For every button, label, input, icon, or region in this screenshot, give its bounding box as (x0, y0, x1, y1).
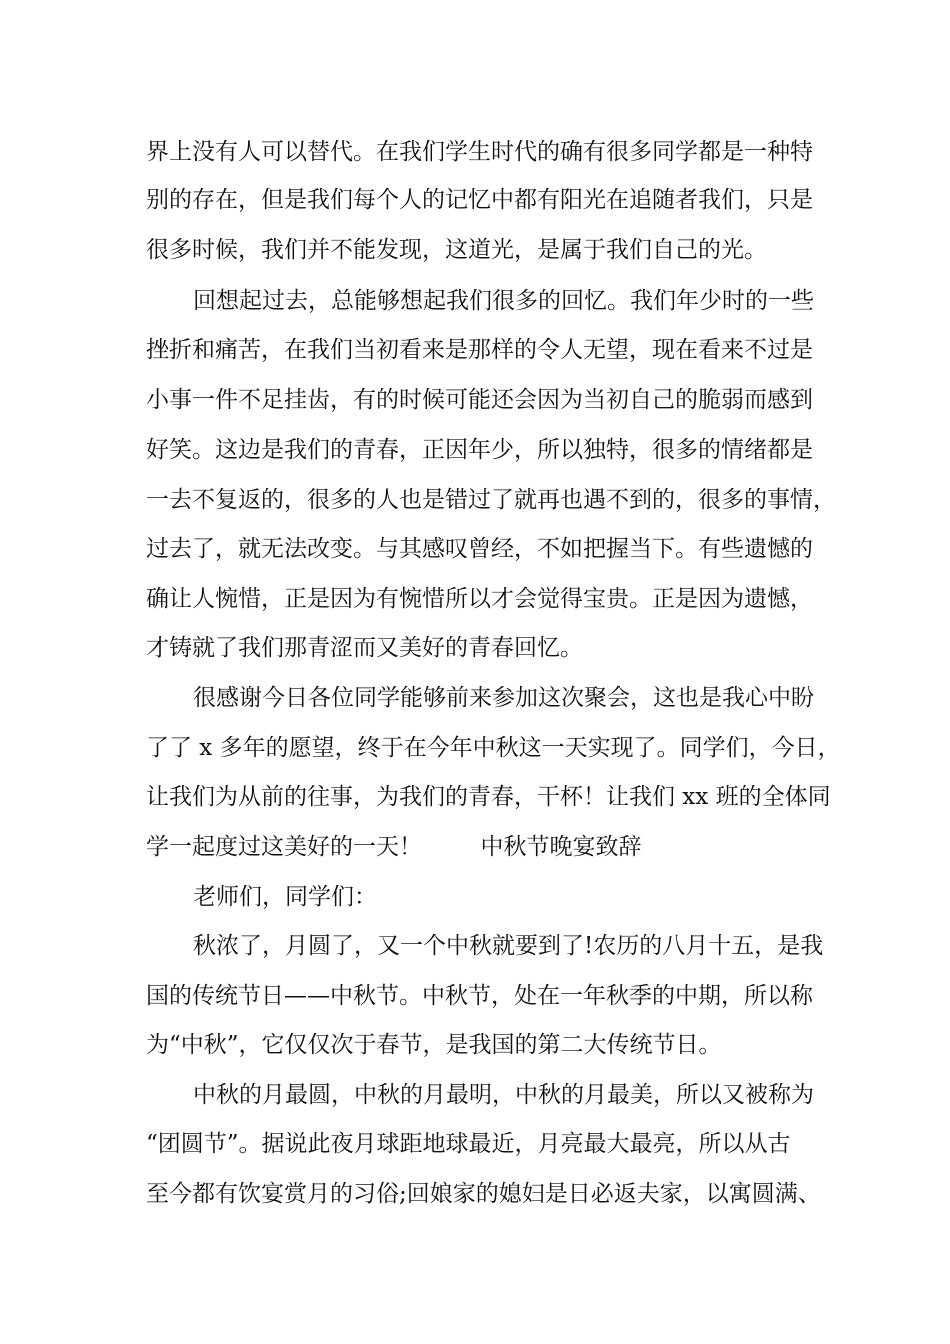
text-line: 一去不复返的，很多的人也是错过了就再也遇不到的，很多的事情， (146, 487, 836, 513)
text-line: 才铸就了我们那青涩而又美好的青春回忆。 (146, 635, 583, 661)
text-line: 界上没有人可以替代。在我们学生时代的确有很多同学都是一种特 (146, 139, 813, 165)
text-line: “团圆节”。据说此夜月球距地球最近，月亮最大最亮，所以从古 (146, 1131, 791, 1157)
text-line: 中秋的月最圆，中秋的月最明，中秋的月最美，所以又被称为 (193, 1082, 814, 1108)
text-line: 为“中秋”，它仅仅次于春节，是我国的第二大传统节日。 (146, 1032, 722, 1058)
text-line: 让我们为从前的往事，为我们的青春，干杯！让我们 xx 班的全体同 (146, 784, 831, 810)
text-line: 国的传统节日——中秋节。中秋节，处在一年秋季的中期，所以称 (146, 983, 813, 1009)
text-line: 挫折和痛苦，在我们当初看来是那样的令人无望，现在看来不过是 (146, 337, 813, 363)
text-line: 学一起度过这美好的一天！ 中秋节晚宴致辞 (146, 834, 642, 860)
text-line: 很多时候，我们并不能发现，这道光，是属于我们自己的光。 (146, 237, 767, 263)
text-line: 过去了，就无法改变。与其感叹曾经，不如把握当下。有些遗憾的 (146, 536, 813, 562)
text-line: 别的存在，但是我们每个人的记忆中都有阳光在追随者我们，只是 (146, 187, 813, 213)
text-line: 确让人惋惜，正是因为有惋惜所以才会觉得宝贵。正是因为遗憾， (146, 586, 813, 612)
text-line: 好笑。这边是我们的青春，正因年少，所以独特，很多的情绪都是 (146, 437, 813, 463)
text-line: 秋浓了，月圆了，又一个中秋就要到了!农历的八月十五，是我 (193, 933, 824, 959)
text-line: 很感谢今日各位同学能够前来参加这次聚会，这也是我心中盼 (193, 685, 814, 711)
text-line: 回想起过去，总能够想起我们很多的回忆。我们年少时的一些 (193, 288, 814, 314)
text-line: 至今都有饮宴赏月的习俗;回娘家的媳妇是日必返夫家，以寓圆满、 (146, 1181, 821, 1207)
text-line: 小事一件不足挂齿，有的时候可能还会因为当初自己的脆弱而感到 (146, 387, 813, 413)
text-line: 了了 x 多年的愿望，终于在今年中秋这一天实现了。同学们，今日， (146, 735, 841, 761)
text-line: 老师们，同学们： (193, 884, 377, 910)
